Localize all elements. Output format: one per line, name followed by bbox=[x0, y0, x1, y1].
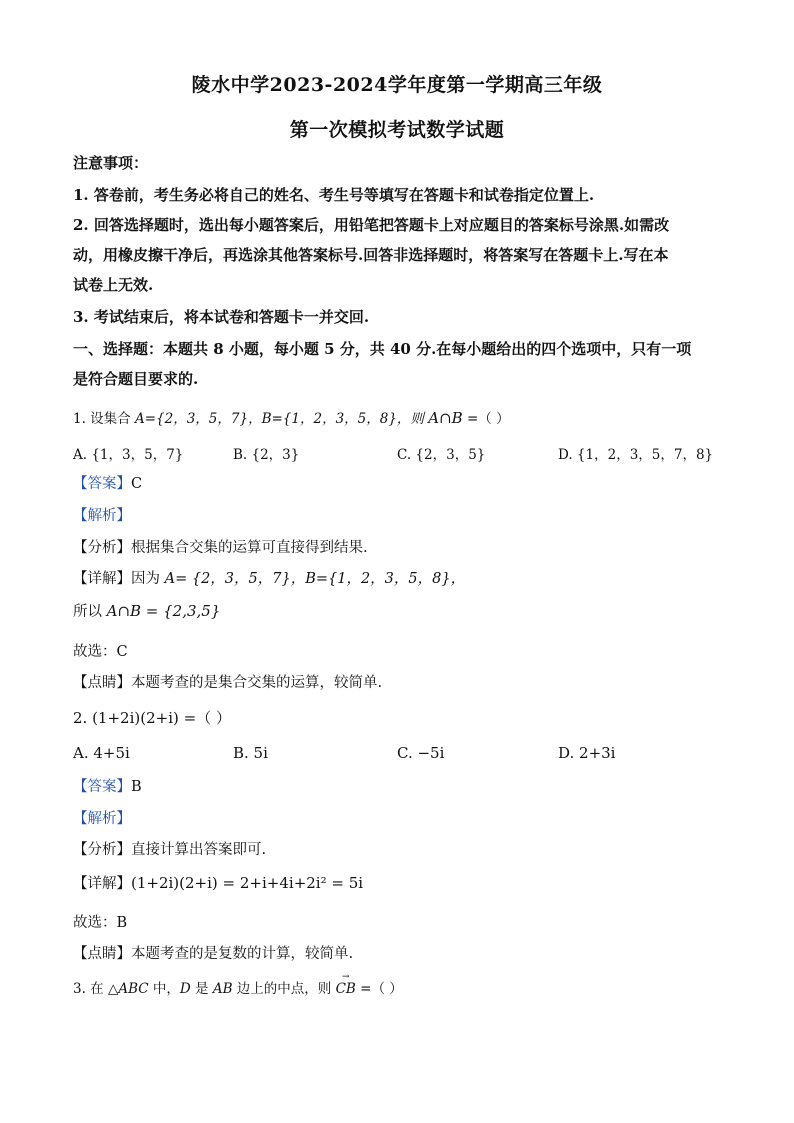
q1-expression: A∩B bbox=[428, 409, 463, 427]
vector-arrow-icon: → bbox=[341, 972, 350, 982]
q1-analysis bbox=[73, 504, 131, 525]
q2-answer bbox=[73, 775, 142, 796]
q2-answer-value: B bbox=[131, 779, 142, 795]
q2-comment bbox=[73, 942, 353, 963]
q3-triangle: △ABC bbox=[107, 981, 149, 997]
analysis-tag: 【解析】 bbox=[73, 508, 131, 524]
q1-so-expression: A∩B = {2,3,5} bbox=[106, 602, 221, 620]
q1-comment bbox=[73, 671, 382, 692]
answer-tag: 【答案】 bbox=[73, 476, 131, 492]
q2-fenxi bbox=[73, 838, 266, 859]
fenxi-tag: 【分析】 bbox=[73, 842, 131, 858]
exam-title-line2: 第一次模拟考试数学试题 bbox=[289, 119, 505, 141]
section-heading-line1: 一、选择题：本题共 8 小题，每小题 5 分，共 40 分.在每小题给出的四个选项中，只有一项 bbox=[73, 340, 692, 358]
q1-fenxi bbox=[73, 536, 368, 557]
choose-tag: 故选： bbox=[73, 915, 117, 931]
q3-text-2: 是 bbox=[190, 981, 213, 997]
q2-option-c: C. −5i bbox=[397, 744, 445, 762]
q1-stem-suffix: =（ ） bbox=[462, 411, 510, 427]
q2-choose-value: B bbox=[116, 915, 128, 931]
q2-analysis bbox=[73, 807, 131, 828]
q1-option-a: A. {1，3，5，7} bbox=[73, 447, 184, 463]
q1-detail-set-a: A= {2，3，5，7}， bbox=[164, 571, 306, 587]
q1-set-b: B={1，2，3，5，8}，则 bbox=[261, 411, 429, 427]
q2-detail bbox=[73, 872, 363, 893]
q1-option-b: B. {2，3} bbox=[233, 447, 300, 463]
q3-vector-label: CB bbox=[335, 981, 356, 997]
q1-choose bbox=[73, 640, 128, 661]
choose-tag: 故选： bbox=[73, 644, 117, 660]
q1-option-d: D. {1，2，3，5，7，8} bbox=[558, 447, 714, 463]
q3-stem-suffix: =（ ） bbox=[355, 981, 403, 997]
q2-detail-expression: (1+2i)(2+i) = 2+i+4i+2i² = 5i bbox=[131, 874, 364, 892]
q1-answer bbox=[73, 472, 142, 493]
q2-option-a: A. 4+5i bbox=[73, 744, 130, 762]
q2-choose bbox=[73, 911, 127, 932]
note-2-line2: 动，用橡皮擦干净后，再选涂其他答案标号.回答非选择题时，将答案写在答题卡上.写在本 bbox=[73, 246, 669, 264]
q1-detail-prefix: 因为 bbox=[131, 571, 165, 587]
q3-stem bbox=[73, 972, 403, 997]
q1-stem bbox=[73, 407, 510, 427]
section-heading-line2: 是符合题目要求的. bbox=[73, 370, 199, 388]
q1-so-prefix: 所以 bbox=[73, 604, 107, 620]
answer-tag: 【答案】 bbox=[73, 779, 131, 795]
q1-detail-set-b: B={1，2，3，5，8}， bbox=[305, 571, 466, 587]
q2-option-d: D. 2+3i bbox=[558, 744, 616, 762]
q2-option-b: B. 5i bbox=[233, 744, 268, 762]
fenxi-tag: 【分析】 bbox=[73, 540, 131, 556]
q1-detail bbox=[73, 567, 465, 588]
q3-text-3: 边上的中点，则 bbox=[232, 981, 336, 997]
exam-title-line1: 陵水中学2023-2024学年度第一学期高三年级 bbox=[191, 74, 603, 96]
q2-fenxi-text: 直接计算出答案即可. bbox=[131, 842, 267, 858]
q3-text-1: 中， bbox=[148, 981, 180, 997]
q1-fenxi-text: 根据集合交集的运算可直接得到结果. bbox=[131, 540, 368, 556]
note-1: 1. 答卷前，考生务必将自己的姓名、考生号等填写在答题卡和试卷指定位置上. bbox=[73, 186, 595, 204]
q2-stem: 2. (1+2i)(2+i) =（ ） bbox=[73, 709, 231, 727]
comment-tag: 【点睛】 bbox=[73, 675, 131, 691]
q1-answer-value: C bbox=[131, 476, 143, 492]
comment-tag: 【点睛】 bbox=[73, 946, 131, 962]
q1-comment-text: 本题考查的是集合交集的运算，较简单. bbox=[131, 675, 383, 691]
q1-option-c: C. {2，3，5} bbox=[397, 447, 486, 463]
q3-point-d: D bbox=[179, 981, 191, 997]
q1-so bbox=[73, 600, 220, 621]
note-2-line1: 2. 回答选择题时，选出每小题答案后，用铅笔把答题卡上对应题目的答案标号涂黑.如需改 bbox=[73, 216, 670, 234]
q3-segment-ab: AB bbox=[212, 981, 233, 997]
note-2-line3: 试卷上无效. bbox=[73, 276, 154, 294]
q3-vector-cb bbox=[335, 972, 356, 997]
q3-stem-prefix: 3. 在 bbox=[73, 981, 108, 997]
q1-choose-value: C bbox=[116, 644, 128, 660]
q2-comment-text: 本题考查的是复数的计算，较简单. bbox=[131, 946, 354, 962]
notes-heading: 注意事项： bbox=[73, 154, 149, 172]
note-3: 3. 考试结束后，将本试卷和答题卡一并交回. bbox=[73, 308, 370, 326]
q1-set-a: A={2，3，5，7}， bbox=[134, 411, 262, 427]
detail-tag: 【详解】 bbox=[73, 571, 131, 587]
analysis-tag: 【解析】 bbox=[73, 811, 131, 827]
detail-tag: 【详解】 bbox=[73, 876, 131, 892]
q1-stem-prefix: 1. 设集合 bbox=[73, 411, 135, 427]
